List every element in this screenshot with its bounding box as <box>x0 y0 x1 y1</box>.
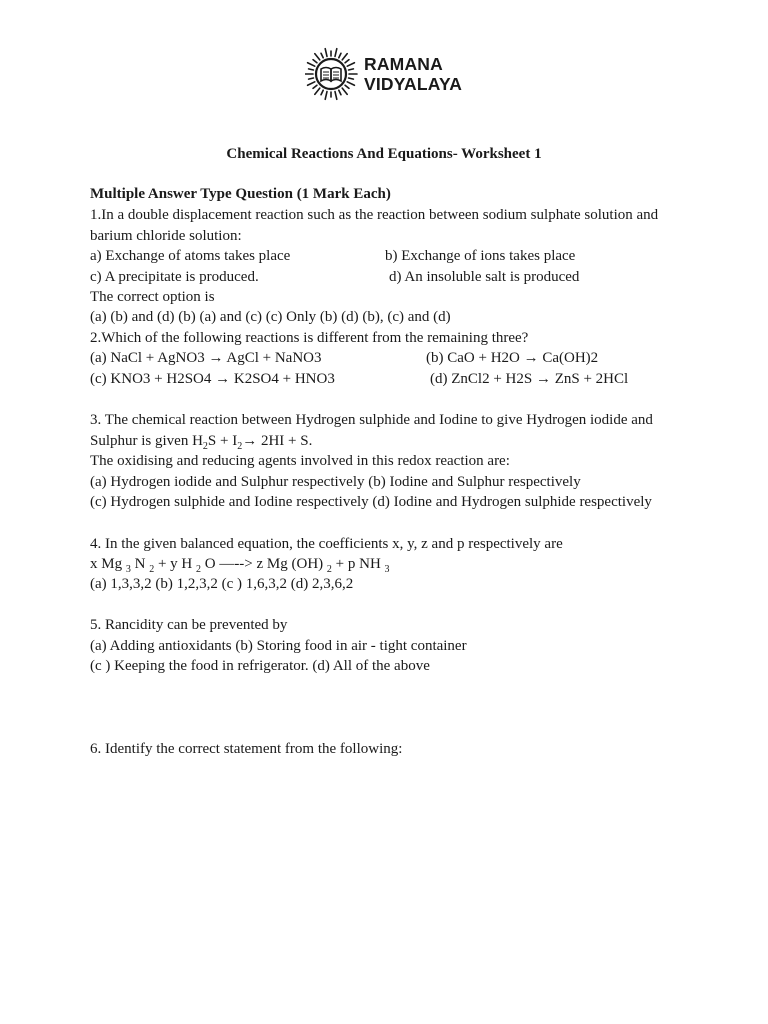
brand-line-1: RAMANA <box>364 54 443 74</box>
q1-stem-line-2: barium chloride solution: <box>90 228 242 244</box>
q4-equation: x Mg $_3$ N $_2$ + y H $_2$ O —--> z Mg (OH) $_2$ + p NH $_3$ <box>90 556 390 575</box>
q2-option-d: (d) ZnCl2 + H2S → ZnS + 2HCl <box>430 371 629 387</box>
q1-option-c: c) A precipitate is produced. <box>90 269 259 285</box>
q1-option-d: d) An insoluble salt is produced <box>389 269 580 285</box>
q2-option-a: (a) NaCl + AgNO3 → AgCl + NaNO3 <box>90 350 322 366</box>
q1-answer-options: (a) (b) and (d) (b) (a) and (c) (c) Only (b) (d) (b), (c) and (d) <box>90 309 451 325</box>
q3-options-line-1: (a) Hydrogen iodide and Sulphur respectively (b) Iodine and Sulphur respectively <box>90 474 581 490</box>
school-logo <box>305 44 470 104</box>
brand-name <box>364 54 462 94</box>
q1-stem-line-1: 1.In a double displacement reaction such as the reaction between sodium sulphate solution and <box>90 207 659 223</box>
q6-stem: 6. Identify the correct statement from the following: <box>90 741 403 757</box>
q1-option-a: a) Exchange of atoms takes place <box>90 248 291 264</box>
q4-stem: 4. In the given balanced equation, the coefficients x, y, z and p respectively are <box>90 536 563 552</box>
q1-prompt: The correct option is <box>90 289 215 305</box>
q3-stem-line-2: Sulphur is given $H_2S + I_2\to 2HI + S$. <box>90 433 313 452</box>
q3-stem-line-1: 3. The chemical reaction between Hydrogen sulphide and Iodine to give Hydrogen iodide and <box>90 412 653 428</box>
q3-options-line-2: (c) Hydrogen sulphide and Iodine respectively (d) Iodine and Hydrogen sulphide respectively <box>90 494 652 510</box>
q2-option-b: (b) CaO + H2O → Ca(OH)2 <box>426 350 599 366</box>
q4-options: (a) 1,3,3,2 (b) 1,2,3,2 (c ) 1,6,3,2 (d) 2,3,6,2 <box>90 576 354 592</box>
q5-options-line-2: (c ) Keeping the food in refrigerator. (d) All of the above <box>90 658 430 674</box>
q5-stem: 5. Rancidity can be prevented by <box>90 617 288 633</box>
brand-line-2: VIDYALAYA <box>364 74 463 94</box>
q5-options-line-1: (a) Adding antioxidants (b) Storing food in air - tight container <box>90 638 467 654</box>
q3-prompt: The oxidising and reducing agents involved in this redox reaction are: <box>90 453 510 469</box>
section-heading: Multiple Answer Type Question (1 Mark Each) <box>90 186 391 202</box>
q2-option-c: (c) KNO3 + H2SO4 → K2SO4 + HNO3 <box>90 371 335 387</box>
sun-book-emblem-icon <box>305 44 365 104</box>
q2-stem: 2.Which of the following reactions is different from the remaining three? <box>90 330 529 346</box>
q1-option-b: b) Exchange of ions takes place <box>385 248 576 264</box>
worksheet-title: Chemical Reactions And Equations- Worksheet 1 <box>226 146 542 162</box>
